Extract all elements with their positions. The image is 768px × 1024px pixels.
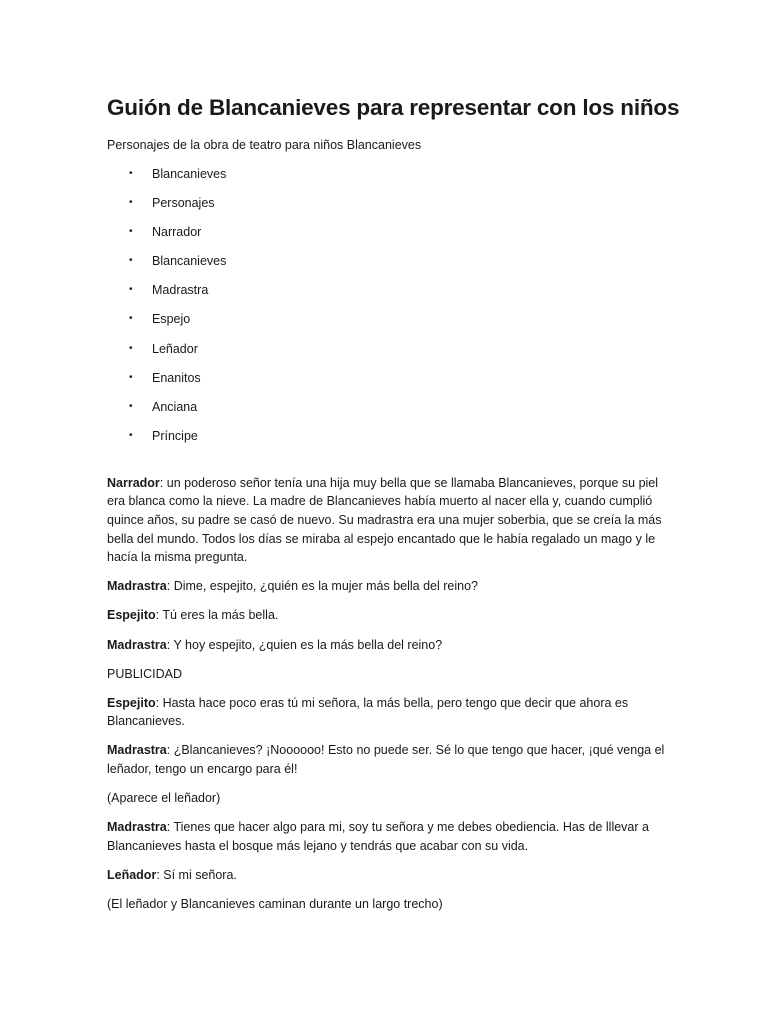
bullet-icon: •: [129, 313, 133, 325]
speaker-name: Madrastra: [107, 637, 167, 652]
speaker-name: Madrastra: [107, 743, 167, 758]
script-paragraph: [107, 606, 667, 625]
script-line: : Tú eres la más bella.: [155, 608, 279, 623]
speaker-name: Madrastra: [107, 579, 167, 594]
bullet-icon: •: [129, 400, 133, 412]
bullet-icon: •: [129, 255, 133, 267]
script-line: : Sí mi señora.: [156, 867, 237, 882]
character-name: Anciana: [152, 399, 198, 414]
speaker-name: Espejito: [107, 608, 156, 623]
list-item: [107, 195, 667, 211]
script-paragraph: [107, 866, 667, 885]
bullet-icon: •: [129, 197, 133, 209]
bullet-icon: •: [129, 168, 133, 179]
script-line: (El leñador y Blancanieves caminan durante un largo trecho): [107, 896, 443, 911]
bullet-icon: •: [129, 371, 133, 383]
speaker-name: Madrastra: [107, 820, 167, 835]
script-line: PUBLICIDAD: [107, 666, 183, 681]
bullet-icon: •: [129, 342, 133, 354]
character-name: Blancanieves: [152, 167, 227, 181]
script-paragraph: [107, 577, 667, 596]
script-line: (Aparece el leñador): [107, 791, 221, 806]
character-name: Madrastra: [152, 283, 209, 298]
script-paragraph: [107, 694, 667, 731]
speaker-name: Narrador: [107, 475, 160, 490]
list-item: [107, 428, 667, 444]
script-body: [107, 474, 667, 914]
script-line: : ¿Blancanieves? ¡Noooooo! Esto no puede ser. Sé lo que tengo que hacer, ¡qué venga el leñador, tengo un encargo para él!: [107, 743, 665, 776]
document-page: [107, 94, 680, 924]
script-paragraph: [107, 665, 667, 684]
character-name: Príncipe: [152, 428, 198, 443]
speaker-name: Espejito: [107, 695, 156, 710]
character-name: Leñador: [152, 341, 198, 356]
speaker-name: Leñador: [107, 867, 157, 882]
character-list: [107, 166, 667, 444]
character-name: Narrador: [152, 225, 202, 240]
page-title: Guión de Blancanieves para representar con los niños: [107, 95, 680, 120]
script-paragraph: [107, 474, 667, 567]
script-line: : Hasta hace poco eras tú mi señora, la más bella, pero tengo que decir que ahora es Blancanieves.: [107, 695, 629, 729]
list-item: [107, 166, 667, 182]
character-name: Blancanieves: [152, 254, 227, 269]
characters-intro: Personajes de la obra de teatro para niños Blancanieves: [107, 138, 422, 152]
script-line: : Y hoy espejito, ¿quien es la más bella del reino?: [166, 637, 443, 652]
list-item: [107, 341, 667, 357]
list-item: [107, 399, 667, 415]
script-line: : Tienes que hacer algo para mi, soy tu señora y me debes obediencia. Has de lllevar a Blancanieves hasta el bosque más lejano y tendrás que acabar con su vida.: [107, 820, 649, 853]
character-name: Personajes: [152, 196, 215, 211]
character-name: Enanitos: [152, 370, 201, 385]
script-paragraph: [107, 741, 667, 778]
list-item: [107, 282, 667, 298]
list-item: [107, 311, 667, 327]
script-paragraph: [107, 895, 667, 914]
script-paragraph: [107, 818, 667, 855]
list-item: [107, 224, 667, 240]
list-item: [107, 253, 667, 269]
bullet-icon: •: [129, 284, 133, 296]
list-item: [107, 370, 667, 386]
character-name: Espejo: [152, 312, 191, 327]
script-line: : un poderoso señor tenía una hija muy bella que se llamaba Blancanieves, porque su piel era blanca como la nieve. La madre de Blancanieves había muerto al nacer ella y, cuando cumplió quince años, su padre se casó de nuevo. Su madrastra era una mujer soberbia, que se creía la más bella del mundo. Todos los días se miraba al espejo encantado que le había regalado un mago y le hacía la misma pregunta.: [107, 475, 662, 565]
script-paragraph: [107, 789, 667, 808]
script-line: : Dime, espejito, ¿quién es la mujer más bella del reino?: [166, 579, 479, 594]
script-paragraph: [107, 636, 667, 655]
bullet-icon: •: [129, 429, 133, 441]
bullet-icon: •: [129, 226, 133, 238]
